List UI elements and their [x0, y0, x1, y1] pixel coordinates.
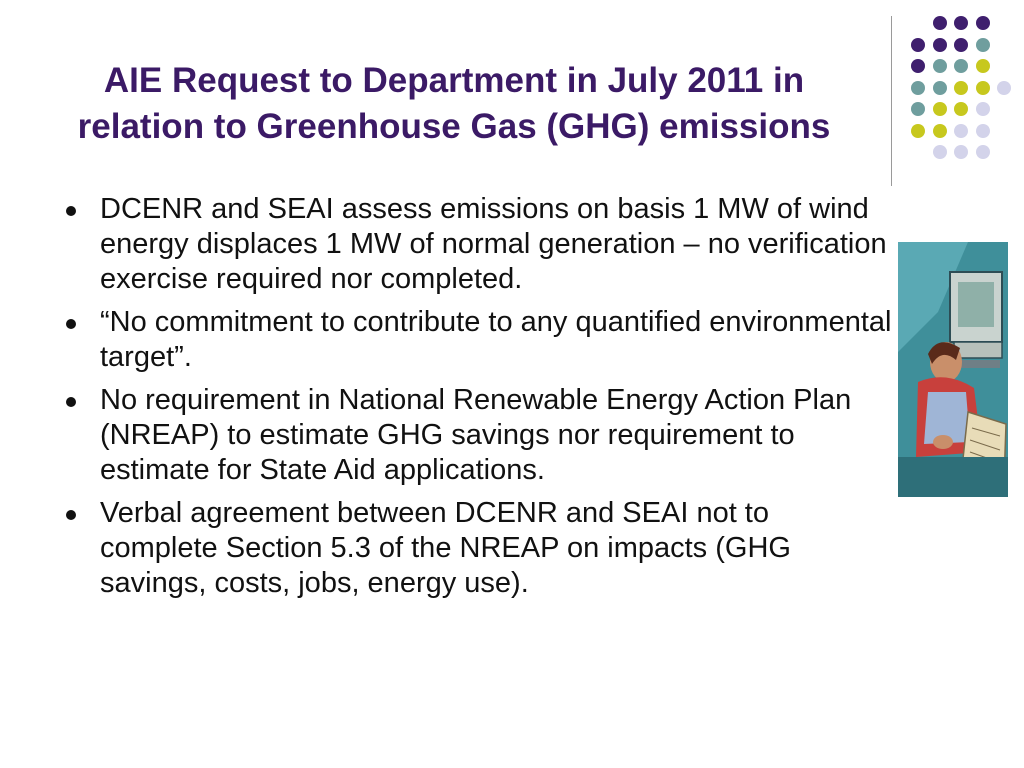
dot-icon	[976, 124, 990, 138]
bullet-item	[62, 383, 892, 488]
bullet-icon	[66, 206, 76, 216]
dot-icon	[954, 102, 968, 116]
dot-icon	[976, 81, 990, 95]
dot-icon	[976, 145, 990, 159]
dot-icon	[911, 59, 925, 73]
bullet-text: Verbal agreement between DCENR and SEAI not to complete Section 5.3 of the NREAP on impacts (GHG savings, costs, jobs, energy use).	[100, 497, 791, 599]
bullet-list	[62, 192, 892, 609]
dot-icon	[954, 59, 968, 73]
bullet-icon	[66, 510, 76, 520]
bullet-text: DCENR and SEAI assess emissions on basis 1 MW of wind energy displaces 1 MW of normal generation – no verification exercise required nor completed.	[100, 193, 887, 295]
dot-icon	[911, 124, 925, 138]
dot-icon	[933, 59, 947, 73]
dot-icon	[997, 81, 1011, 95]
dot-icon	[954, 124, 968, 138]
title-line-1: AIE Request to Department in July 2011 in	[103, 61, 805, 100]
dot-icon	[954, 16, 968, 30]
dot-icon	[933, 145, 947, 159]
dot-icon	[976, 38, 990, 52]
dot-icon	[933, 16, 947, 30]
office-worker-clipart-icon	[898, 242, 1008, 497]
title-line-2: relation to Greenhouse Gas (GHG) emissions	[77, 107, 831, 146]
dot-icon	[954, 145, 968, 159]
dot-icon	[911, 102, 925, 116]
dot-icon	[976, 16, 990, 30]
bullet-text: “No commitment to contribute to any quantified environmental target”.	[100, 306, 892, 373]
bullet-item	[62, 496, 892, 601]
dot-icon	[911, 38, 925, 52]
bullet-text: No requirement in National Renewable Energy Action Plan (NREAP) to estimate GHG savings nor requirement to estimate for State Aid applications.	[100, 384, 852, 486]
divider-line	[891, 16, 892, 186]
dot-icon	[976, 59, 990, 73]
dot-icon	[976, 102, 990, 116]
dot-icon	[954, 38, 968, 52]
bullet-icon	[66, 319, 76, 329]
bullet-item	[62, 192, 892, 297]
dot-icon	[954, 81, 968, 95]
bullet-item	[62, 305, 892, 375]
bullet-icon	[66, 397, 76, 407]
dot-icon	[933, 102, 947, 116]
slide-title	[20, 58, 888, 150]
dot-icon	[911, 81, 925, 95]
dot-icon	[933, 124, 947, 138]
dot-icon	[933, 38, 947, 52]
dot-icon	[933, 81, 947, 95]
